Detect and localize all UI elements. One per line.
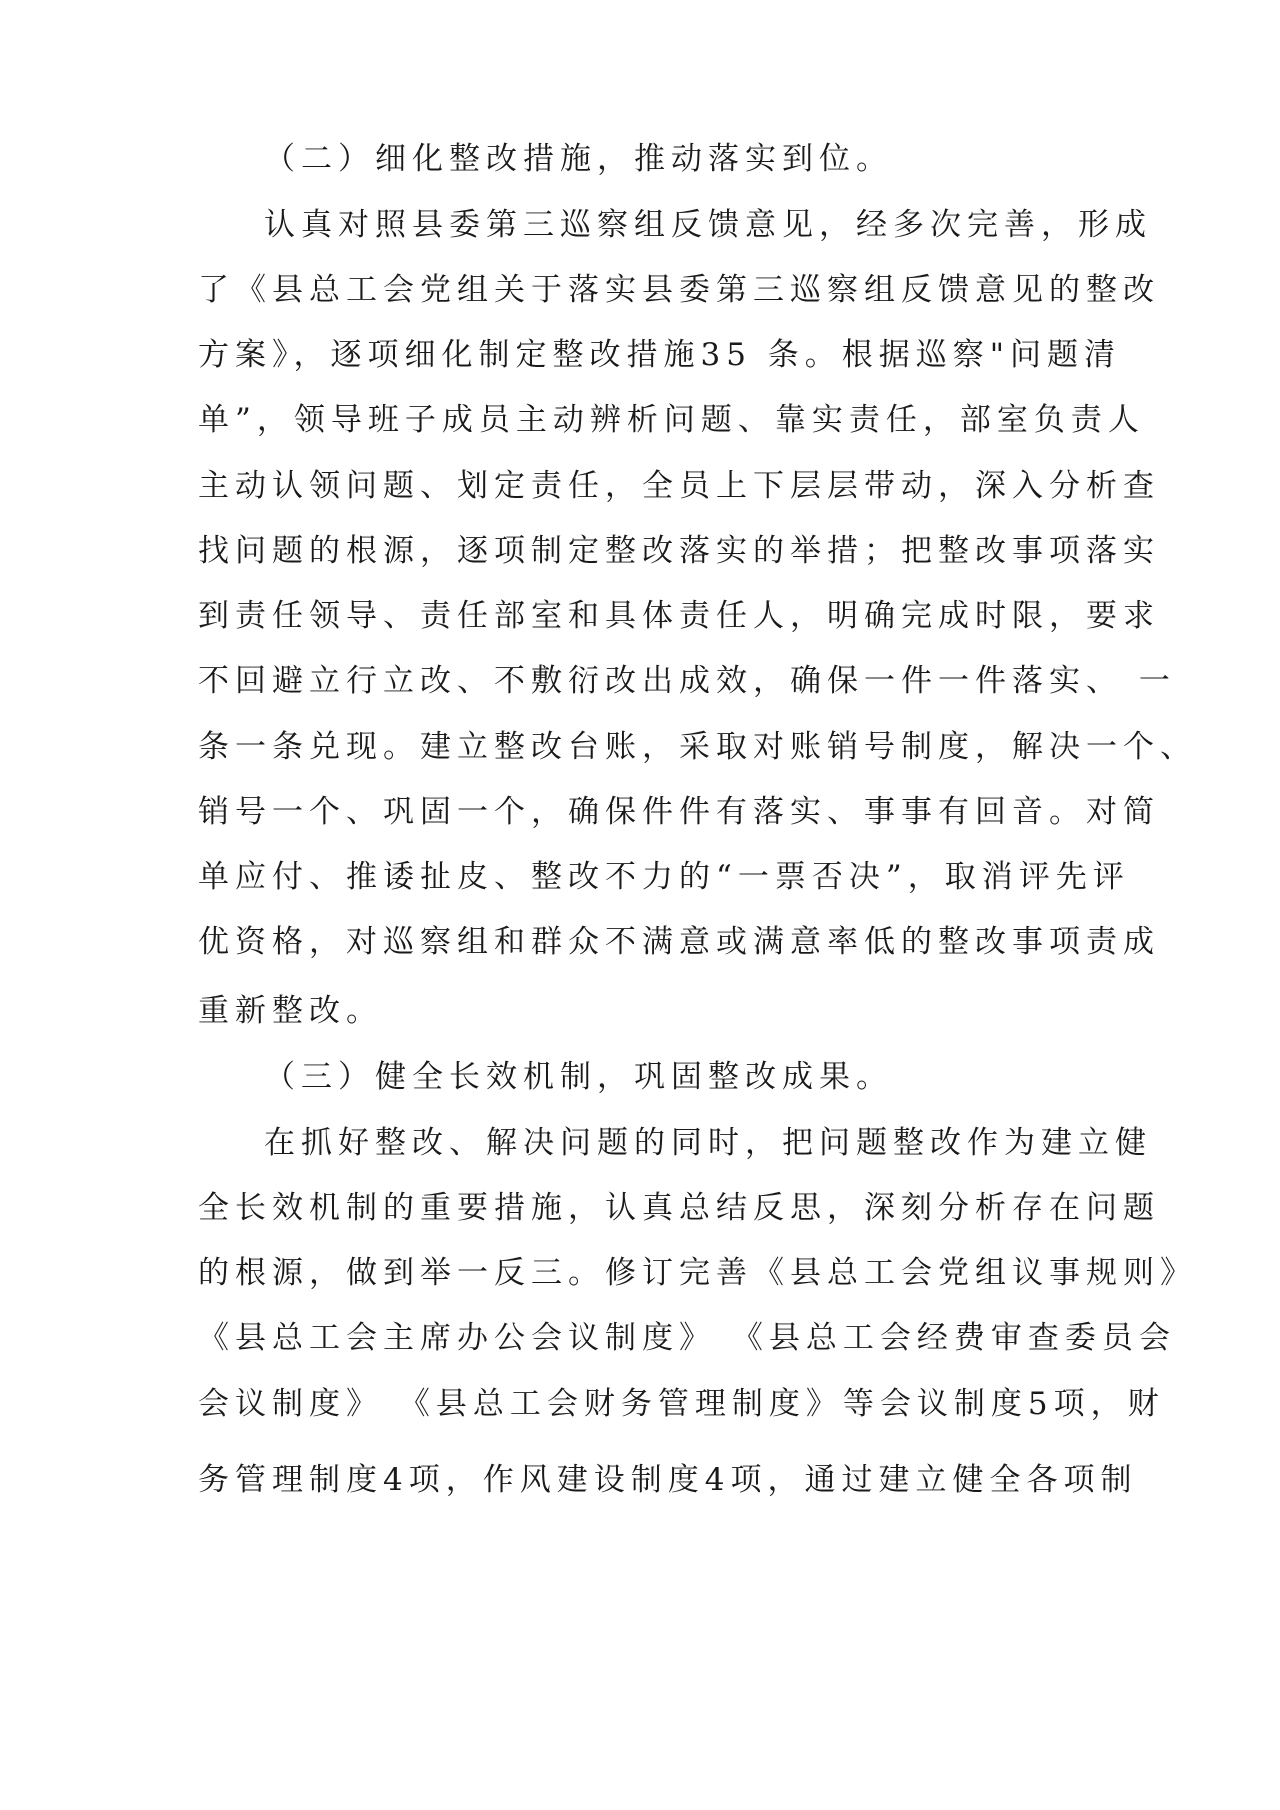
paragraph-line: 的根源，做到举一反三。修订完善《县总工会党组议事规则》 — [198, 1255, 1197, 1291]
paragraph-line: 全长效机制的重要措施，认真总结反思，深刻分析存在问题 — [198, 1190, 1160, 1226]
paragraph-line: 到责任领导、责任部室和具体责任人，明确完成时限，要求 — [198, 598, 1160, 634]
paragraph-line: 《县总工会主席办公会议制度》 《县总工会经费审查委员会 — [198, 1320, 1176, 1356]
paragraph-line: 在抓好整改、解决问题的同时，把问题整改作为建立健 — [264, 1125, 1152, 1161]
paragraph-line: 主动认领问题、划定责任，全员上下层层带动，深入分析查 — [198, 468, 1160, 504]
paragraph-line: 认真对照县委第三巡察组反馈意见，经多次完善，形成 — [264, 207, 1152, 243]
paragraph-line: 单”，领导班子成员主动辨析问题、靠实责任，部室负责人 — [198, 402, 1145, 438]
paragraph-line: 务管理制度4项，作风建设制度4项，通过建立健全各项制 — [198, 1462, 1138, 1498]
paragraph-line: 重新整改。 — [198, 993, 383, 1029]
section-heading-2: （二）细化整改措施，推动落实到位。 — [264, 141, 893, 177]
paragraph-line: 条一条兑现。建立整改台账，采取对账销号制度，解决一个、 — [198, 729, 1197, 765]
paragraph-line: 销号一个、巩固一个，确保件件有落实、事事有回音。对简 — [198, 794, 1160, 830]
paragraph-line: 方案》，逐项细化制定整改措施35 条。根据巡察"问题清 — [198, 337, 1122, 373]
paragraph-line: 会议制度》 《县总工会财务管理制度》等会议制度5项，财 — [198, 1386, 1165, 1422]
paragraph-line: 不回避立行立改、不敷衍改出成效，确保一件一件落实、 一 — [198, 663, 1176, 699]
paragraph-line: 了《县总工会党组关于落实县委第三巡察组反馈意见的整改 — [198, 272, 1160, 308]
paragraph-line: 找问题的根源，逐项制定整改落实的举措；把整改事项落实 — [198, 533, 1160, 569]
section-heading-3: （三）健全长效机制，巩固整改成果。 — [264, 1059, 893, 1095]
paragraph-line: 优资格，对巡察组和群众不满意或满意率低的整改事项责成 — [198, 924, 1160, 960]
paragraph-line: 单应付、推诿扯皮、整改不力的“一票否决”，取消评先评 — [198, 859, 1130, 895]
